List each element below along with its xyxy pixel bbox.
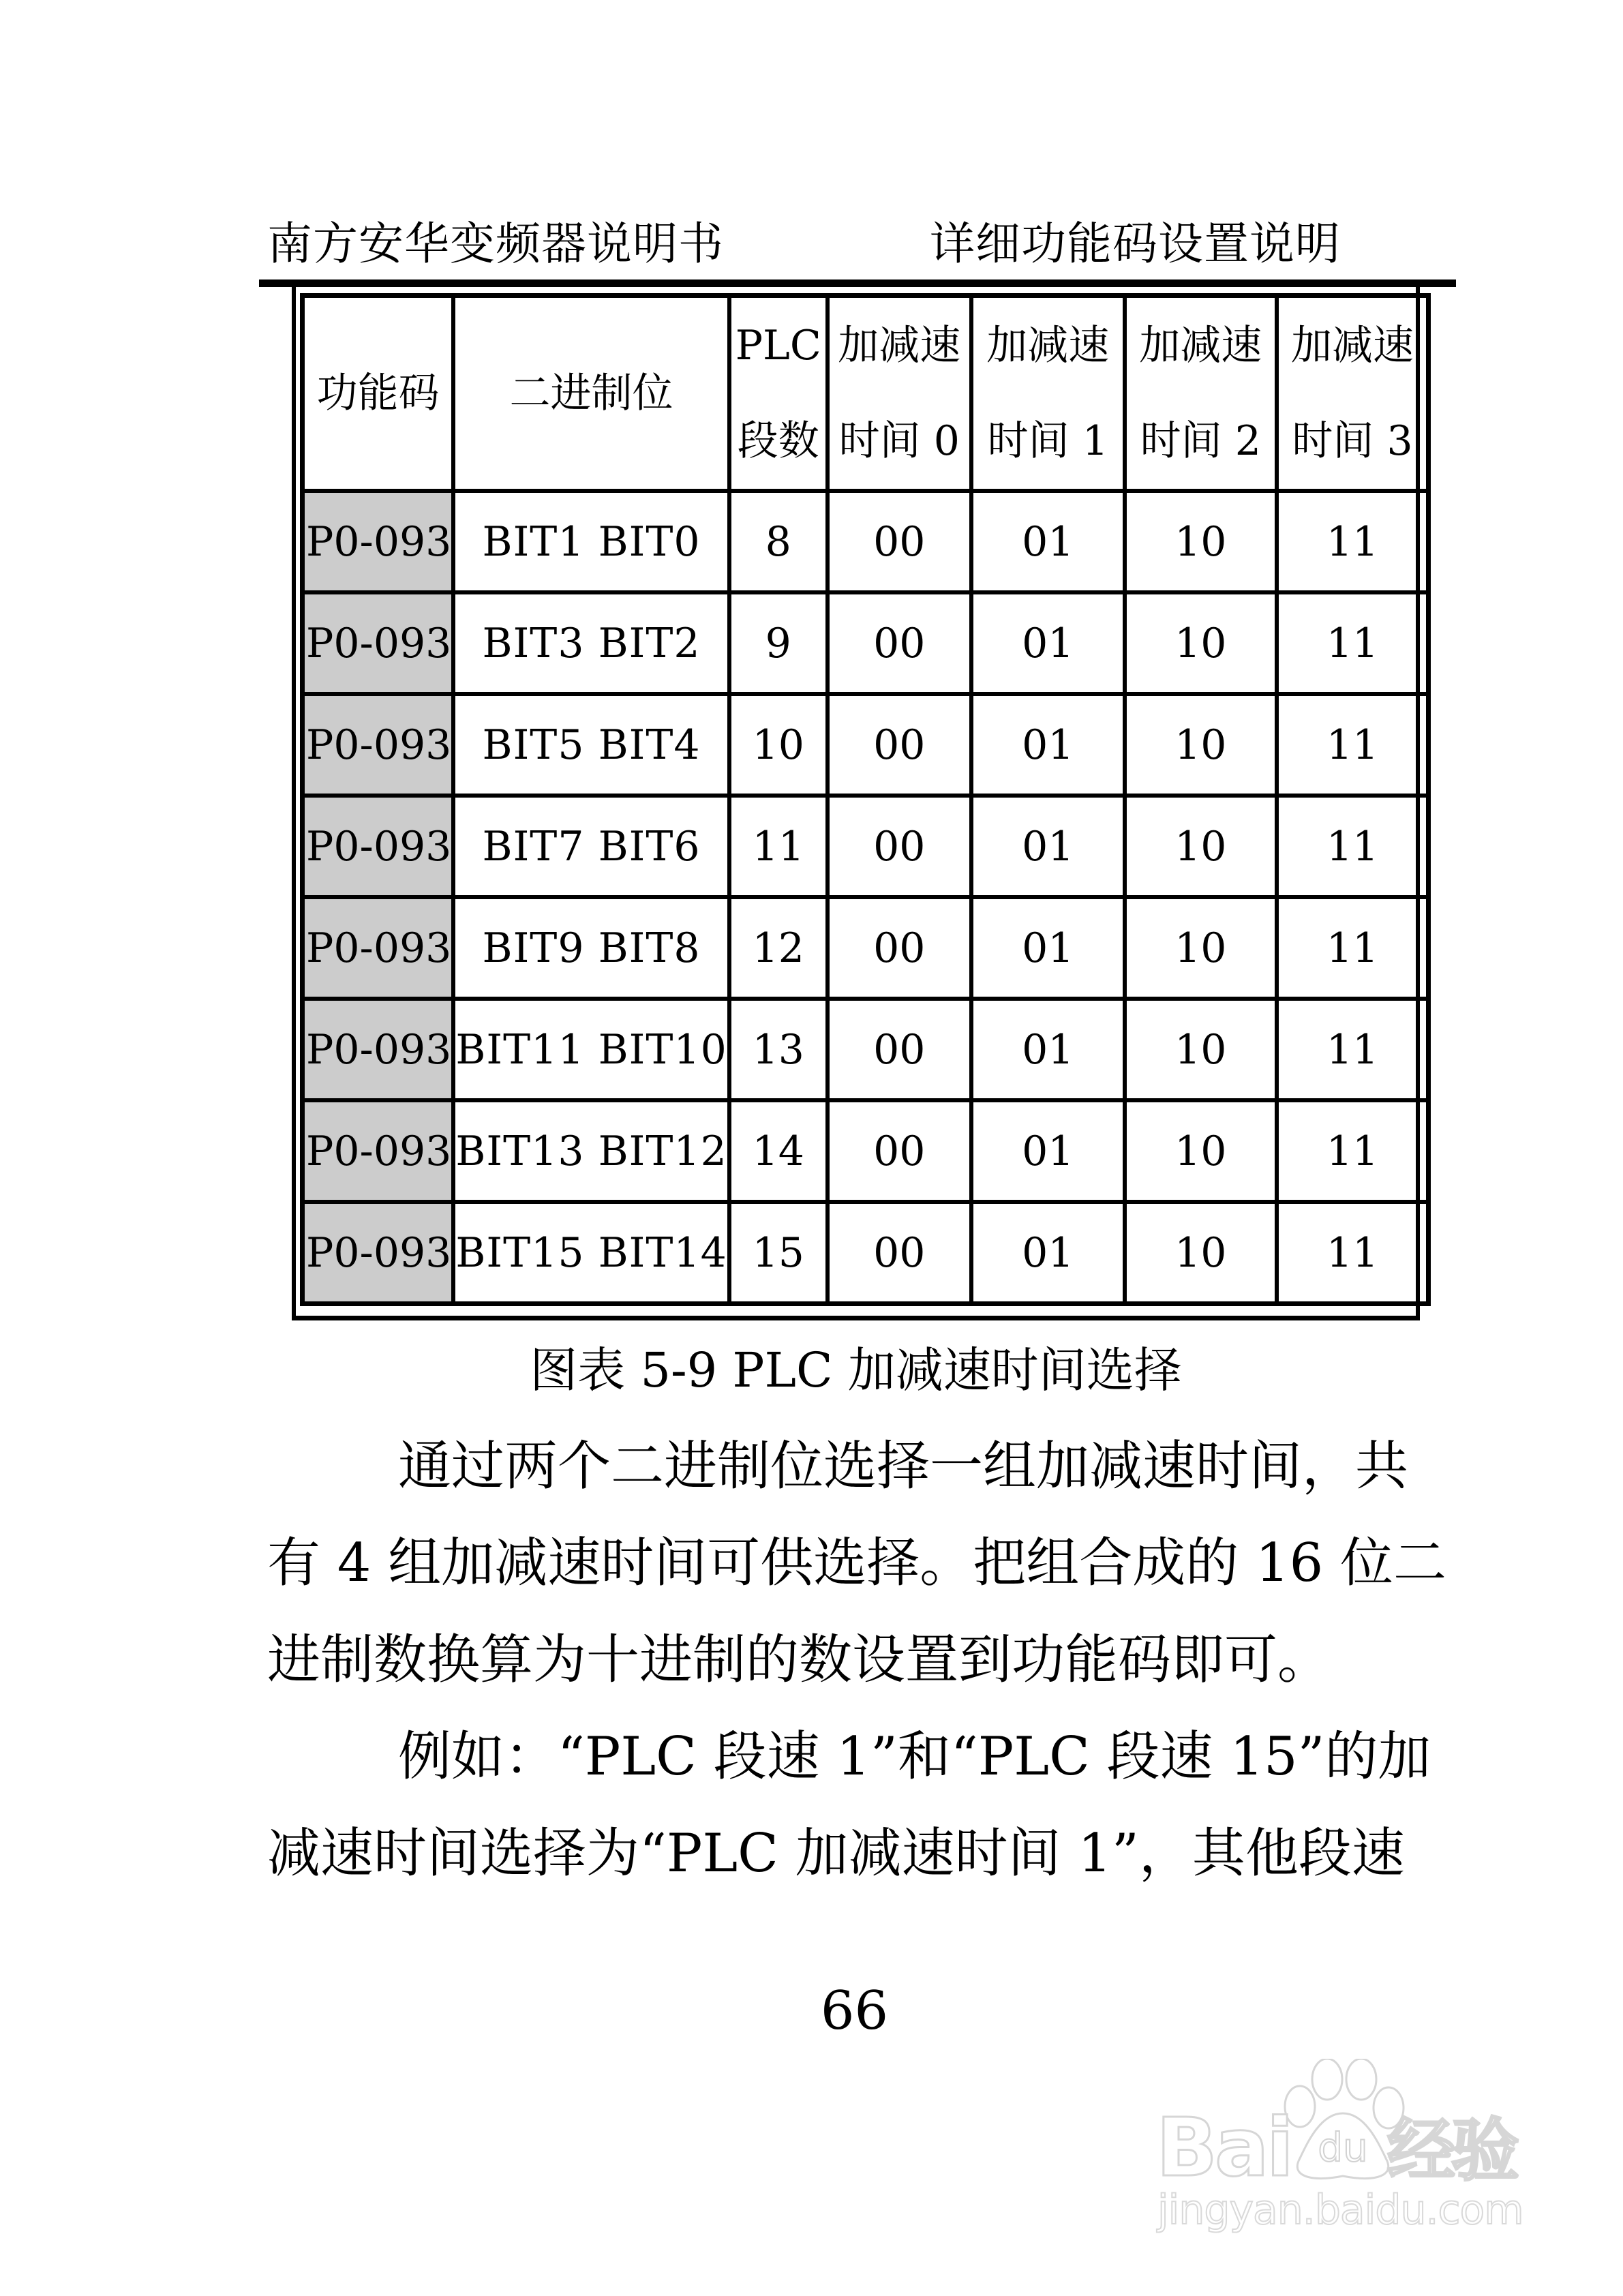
header-accel-time-0: 加减速 时间 0: [828, 296, 971, 492]
watermark-url: jingyan.baidu.com: [1157, 2186, 1523, 2234]
cell-binary-bits: BIT3 BIT2: [453, 592, 729, 694]
table-row: [303, 1100, 1429, 1202]
cell-binary-bits: BIT5 BIT4: [453, 694, 729, 796]
cell-time-0: 00: [828, 1202, 971, 1304]
cell-time-2: 10: [1125, 491, 1277, 592]
cell-time-3: 11: [1277, 694, 1429, 796]
cell-time-0: 00: [828, 1100, 971, 1202]
table-row: [303, 694, 1429, 796]
cell-function-code: P0-093: [303, 694, 454, 796]
cell-time-0: 00: [828, 796, 971, 897]
cell-binary-bits: BIT7 BIT6: [453, 796, 729, 897]
cell-binary-bits: BIT1 BIT0: [453, 491, 729, 592]
cell-time-2: 10: [1125, 592, 1277, 694]
cell-time-3: 11: [1277, 491, 1429, 592]
running-header-right: 详细功能码设置说明: [930, 217, 1341, 270]
table-row: [303, 897, 1429, 999]
cell-time-1: 01: [971, 999, 1125, 1100]
table-row: [303, 491, 1429, 592]
cell-plc-segment: 11: [729, 796, 828, 897]
cell-plc-segment: 8: [729, 491, 828, 592]
cell-plc-segment: 13: [729, 999, 828, 1100]
cell-time-1: 01: [971, 491, 1125, 592]
cell-time-1: 01: [971, 694, 1125, 796]
cell-time-2: 10: [1125, 694, 1277, 796]
cell-binary-bits: BIT15 BIT14: [453, 1202, 729, 1304]
cell-plc-segment: 12: [729, 897, 828, 999]
cell-function-code: P0-093: [303, 1100, 454, 1202]
cell-time-2: 10: [1125, 1100, 1277, 1202]
watermark-brand: Bai: [1156, 2100, 1292, 2194]
header-plc-segment: PLC 段数: [729, 296, 828, 492]
running-header-left: 南方安华变频器说明书: [267, 217, 724, 270]
cell-time-2: 10: [1125, 796, 1277, 897]
cell-plc-segment: 9: [729, 592, 828, 694]
cell-function-code: P0-093: [303, 897, 454, 999]
cell-time-0: 00: [828, 592, 971, 694]
plc-accel-decel-table: [300, 293, 1431, 1306]
header-binary-bits: 二进制位: [453, 296, 729, 492]
table-header-row: [303, 296, 1429, 492]
cell-time-1: 01: [971, 897, 1125, 999]
cell-function-code: P0-093: [303, 491, 454, 592]
cell-time-2: 10: [1125, 999, 1277, 1100]
cell-time-3: 11: [1277, 897, 1429, 999]
cell-time-3: 11: [1277, 796, 1429, 897]
cell-time-3: 11: [1277, 999, 1429, 1100]
cell-time-0: 00: [828, 897, 971, 999]
svg-text:du: du: [1318, 2124, 1368, 2171]
cell-time-3: 11: [1277, 592, 1429, 694]
cell-binary-bits: BIT9 BIT8: [453, 897, 729, 999]
cell-function-code: P0-093: [303, 592, 454, 694]
cell-plc-segment: 10: [729, 694, 828, 796]
header-rule: [259, 280, 1456, 287]
table-row: [303, 1202, 1429, 1304]
cell-time-1: 01: [971, 796, 1125, 897]
body-text: [267, 1418, 1446, 1902]
header-accel-time-1: 加减速 时间 1: [971, 296, 1125, 492]
cell-time-0: 00: [828, 491, 971, 592]
table-row: [303, 999, 1429, 1100]
page-number: 66: [820, 1980, 889, 2042]
table-row: [303, 592, 1429, 694]
cell-time-1: 01: [971, 592, 1125, 694]
body-line: 减速时间选择为“PLC 加减速时间 1”，其他段速: [267, 1823, 1405, 1884]
cell-plc-segment: 14: [729, 1100, 828, 1202]
body-line: 进制数换算为十进制的数设置到功能码即可。: [267, 1629, 1331, 1691]
cell-function-code: P0-093: [303, 796, 454, 897]
table-caption: 图表 5-9 PLC 加减速时间选择: [530, 1342, 1182, 1398]
cell-binary-bits: BIT13 BIT12: [453, 1100, 729, 1202]
body-line: 有 4 组加减速时间可供选择。把组合成的 16 位二: [267, 1532, 1447, 1594]
cell-time-0: 00: [828, 694, 971, 796]
body-line: 例如：“PLC 段速 1”和“PLC 段速 15”的加: [398, 1726, 1431, 1787]
header-accel-time-2: 加减速 时间 2: [1125, 296, 1277, 492]
cell-time-2: 10: [1125, 897, 1277, 999]
cell-function-code: P0-093: [303, 1202, 454, 1304]
cell-time-1: 01: [971, 1100, 1125, 1202]
cell-binary-bits: BIT11 BIT10: [453, 999, 729, 1100]
cell-time-3: 11: [1277, 1100, 1429, 1202]
cell-function-code: P0-093: [303, 999, 454, 1100]
header-function-code: 功能码: [303, 296, 454, 492]
header-accel-time-3: 加减速 时间 3: [1277, 296, 1429, 492]
cell-time-3: 11: [1277, 1202, 1429, 1304]
cell-time-0: 00: [828, 999, 971, 1100]
body-line: 通过两个二进制位选择一组加减速时间，共: [398, 1436, 1409, 1497]
watermark-label: 经验: [1387, 2111, 1515, 2190]
baidu-jingyan-watermark: [1152, 2052, 1534, 2234]
cell-time-1: 01: [971, 1202, 1125, 1304]
table-row: [303, 796, 1429, 897]
cell-plc-segment: 15: [729, 1202, 828, 1304]
cell-time-2: 10: [1125, 1202, 1277, 1304]
